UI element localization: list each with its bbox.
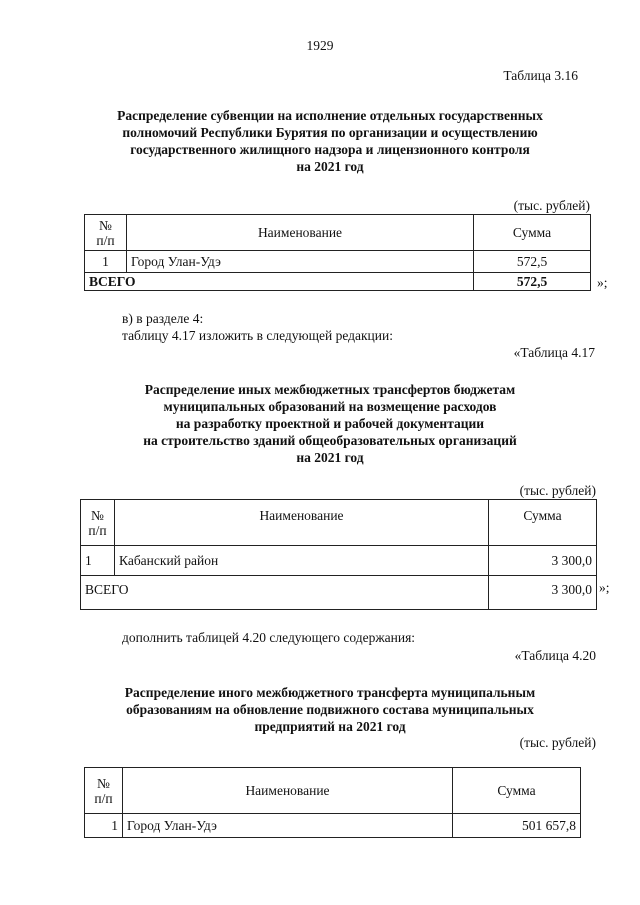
row-num-cell: 1 — [85, 814, 123, 838]
title-line: на разработку проектной и рабочей документации — [175, 416, 485, 431]
header-num-symbol: № — [97, 775, 110, 791]
section-4-instruction: таблицу 4.17 изложить в следующей редакции: — [122, 328, 393, 343]
row-sum-cell: 572,5 — [474, 251, 591, 273]
table-row — [85, 814, 581, 838]
section-4-heading: в) в разделе 4: — [122, 311, 204, 326]
total-label-cell: ВСЕГО — [81, 576, 489, 610]
header-name-cell: Наименование — [123, 768, 453, 814]
title-line: на 2021 год — [296, 450, 364, 465]
row-name-cell: Город Улан-Удэ — [123, 814, 453, 838]
table-4-17-units: (тыс. рублей) — [519, 483, 596, 498]
table-total-row — [85, 273, 591, 291]
title-line: предприятий на 2021 год — [254, 719, 406, 734]
table-3-16-units: (тыс. рублей) — [513, 198, 590, 213]
table-3-16-label: Таблица 3.16 — [503, 68, 578, 83]
table-header-row — [85, 768, 581, 814]
table-3-16-title — [40, 107, 620, 175]
table-4-17-title — [40, 381, 620, 466]
title-line: Распределение субвенции на исполнение отдельных государственных — [117, 108, 543, 123]
table-row — [85, 251, 591, 273]
header-num-symbol: № — [91, 507, 104, 523]
row-name-cell: Кабанский район — [115, 546, 489, 576]
table-4-20 — [84, 767, 581, 838]
title-line: Распределение иного межбюджетного трансферта муниципальным — [124, 685, 536, 700]
header-num-abbr: п/п — [88, 522, 107, 538]
header-name-cell: Наименование — [115, 500, 489, 546]
row-num-cell: 1 — [81, 546, 115, 576]
header-num-cell — [81, 500, 115, 546]
supplement-instruction: дополнить таблицей 4.20 следующего содержания: — [122, 630, 416, 645]
title-line: государственного жилищного надзора и лицензионного контроля — [130, 142, 530, 157]
table-4-20-title — [40, 684, 620, 735]
header-sum-cell: Сумма — [474, 215, 591, 251]
header-num-abbr: п/п — [94, 790, 113, 806]
header-num-symbol: № — [99, 217, 112, 233]
page-number: 1929 — [306, 38, 334, 53]
title-line: на строительство зданий общеобразовательных организаций — [143, 433, 517, 448]
title-line: муниципальных образований на возмещение расходов — [163, 399, 497, 414]
title-line: полномочий Республики Бурятия по организации и осуществлению — [122, 125, 538, 140]
table-3-16 — [84, 214, 591, 291]
title-line: на 2021 год — [296, 159, 364, 174]
row-sum-cell: 3 300,0 — [489, 546, 597, 576]
header-name-cell: Наименование — [127, 215, 474, 251]
table-header-row — [85, 215, 591, 251]
title-line: образованиям на обновление подвижного состава муниципальных — [126, 702, 534, 717]
row-num-cell: 1 — [85, 251, 127, 273]
total-label-cell: ВСЕГО — [85, 273, 474, 291]
total-sum-cell: 572,5 — [474, 273, 591, 291]
title-line: Распределение иных межбюджетных трансфертов бюджетам — [144, 382, 516, 397]
header-sum-cell: Сумма — [489, 500, 597, 546]
row-name-cell: Город Улан-Удэ — [127, 251, 474, 273]
table-4-20-label: «Таблица 4.20 — [514, 648, 596, 663]
table-header-row — [81, 500, 597, 546]
header-num-cell — [85, 215, 127, 251]
header-num-abbr: п/п — [96, 232, 115, 248]
table-4-17 — [80, 499, 597, 610]
row-sum-cell: 501 657,8 — [453, 814, 581, 838]
header-num-cell — [85, 768, 123, 814]
total-sum-cell: 3 300,0 — [489, 576, 597, 610]
table-row — [81, 546, 597, 576]
table-4-17-trailer: »; — [599, 580, 610, 595]
table-4-20-units: (тыс. рублей) — [519, 735, 596, 750]
table-4-17-label: «Таблица 4.17 — [513, 345, 595, 360]
table-3-16-trailer: »; — [597, 275, 608, 290]
table-total-row — [81, 576, 597, 610]
header-sum-cell: Сумма — [453, 768, 581, 814]
